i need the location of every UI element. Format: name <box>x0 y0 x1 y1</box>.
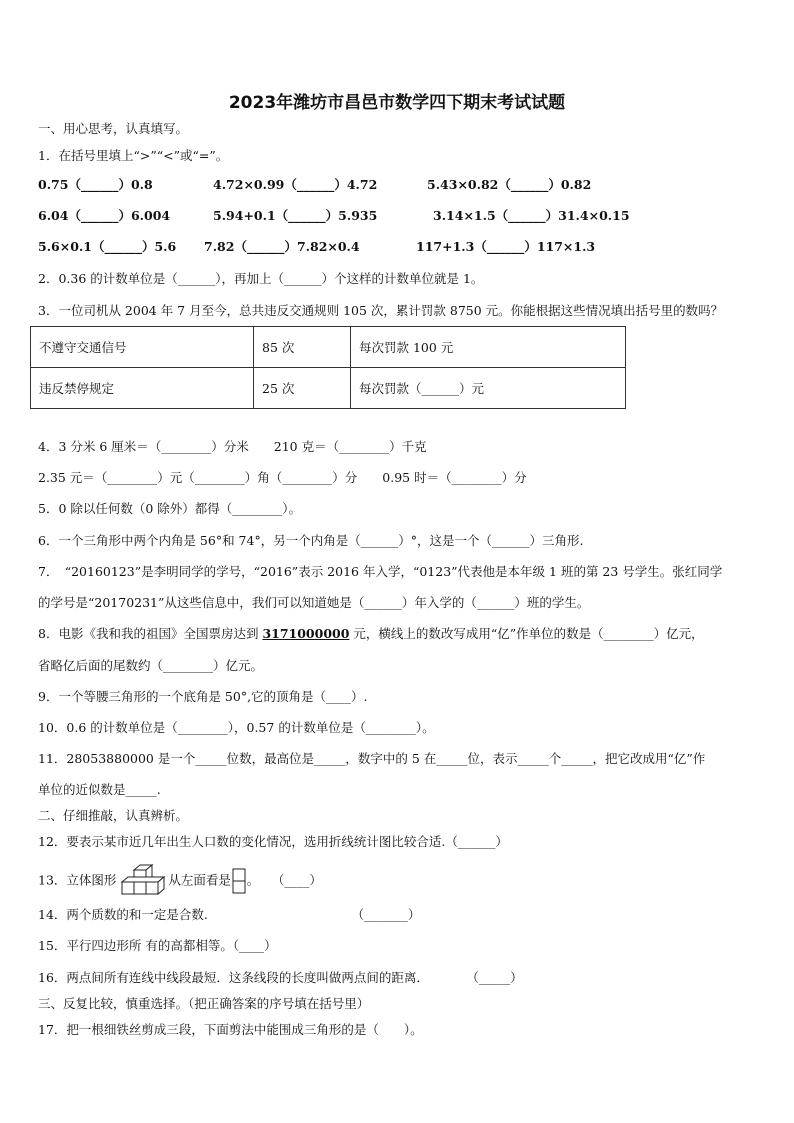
q1-item: 7.82（______）7.82×0.4 <box>204 239 360 254</box>
q13-text-post: 。 （____） <box>246 872 322 888</box>
violation-table <box>30 326 626 409</box>
question-9: 9．一个等腰三角形的一个底角是 50°,它的顶角是（____）. <box>38 689 368 704</box>
section-heading-1: 一、用心思考，认真填写。 <box>38 121 189 136</box>
q8-text-post: 元，横线上的数改写成用“亿”作单位的数是（________）亿元， <box>349 626 704 641</box>
left-view-figure-icon <box>231 867 247 895</box>
question-5: 5．0 除以任何数（0 除外）都得（________）。 <box>38 501 302 516</box>
q1-item: 5.94+0.1（______）5.935 <box>213 208 378 223</box>
question-4-line-1: 4．3 分米 6 厘米＝（________）分米 210 克＝（________）千克 <box>38 439 427 454</box>
q8-text-pre: 8．电影《我和我的祖国》全国票房达到 <box>38 626 263 641</box>
page-title: 2023年潍坊市昌邑市数学四下期末考试试题 <box>228 93 566 113</box>
question-16: 16．两点间所有连线中线段最短．这条线段的长度叫做两点间的距离． （_____） <box>38 970 523 985</box>
cube-figure-icon <box>116 864 168 898</box>
table-row <box>31 368 626 409</box>
table-row <box>31 327 626 368</box>
table-cell: 违反禁停规定 <box>31 368 254 409</box>
question-10: 10．0.6 的计数单位是（________），0.57 的计数单位是（________）。 <box>38 720 435 735</box>
table-cell: 85 次 <box>254 327 351 368</box>
question-11-line-2: 单位的近似数是_____. <box>38 782 161 797</box>
section-heading-3: 三、反复比较，慎重选择。（把正确答案的序号填在括号里） <box>38 996 370 1011</box>
box-office-number: 3171000000 <box>262 626 350 641</box>
question-17: 17．把一根细铁丝剪成三段，下面剪法中能围成三角形的是（ ）。 <box>38 1022 423 1037</box>
question-12: 12．要表示某市近几年出生人口数的变化情况，选用折线统计图比较合适.（______） <box>38 834 508 849</box>
question-6: 6．一个三角形中两个内角是 56°和 74°，另一个内角是（______）°，这是一个（______）三角形. <box>38 533 584 548</box>
q1-item: 4.72×0.99（______）4.72 <box>213 177 378 192</box>
question-1-stem: 1．在括号里填上“>”“<”或“=”。 <box>38 148 229 163</box>
q13-text-mid: 从左面看是 <box>168 872 231 888</box>
q1-item: 5.43×0.82（______）0.82 <box>427 177 592 192</box>
table-cell: 25 次 <box>254 368 351 409</box>
q1-item: 6.04（______）6.004 <box>38 208 171 223</box>
question-14: 14．两个质数的和一定是合数. （_______） <box>38 907 421 922</box>
section-heading-2: 二、仔细推敲，认真辨析。 <box>38 808 189 823</box>
question-4-line-2: 2.35 元＝（________）元（________）角（________）分 0.95 时＝（________）分 <box>38 470 527 485</box>
question-7-line-1: 7． “20160123”是李明同学的学号，“2016”表示 2016 年入学，“0123”代表他是本年级 1 班的第 23 号学生。张红同学 <box>38 564 723 579</box>
question-8-line-2: 省略亿后面的尾数约（________）亿元。 <box>38 658 264 673</box>
q1-item: 0.75（______）0.8 <box>38 177 153 192</box>
q1-item: 3.14×1.5（______）31.4×0.15 <box>433 208 630 223</box>
q1-item: 5.6×0.1（______）5.6 <box>38 239 177 254</box>
q13-text-pre: 13．立体图形 <box>38 872 117 888</box>
question-13 <box>38 864 322 896</box>
table-cell: 每次罚款 100 元 <box>351 327 626 368</box>
question-8-line-1 <box>38 626 704 642</box>
question-11-line-1: 11．28053880000 是一个_____位数，最高位是_____，数字中的 5 在_____位，表示_____个_____，把它改成用“亿”作 <box>38 751 706 766</box>
table-cell: 不遵守交通信号 <box>31 327 254 368</box>
table-cell: 每次罚款（______）元 <box>351 368 626 409</box>
question-3-stem: 3．一位司机从 2004 年 7 月至今，总共违反交通规则 105 次，累计罚款 8750 元。你能根据这些情况填出括号里的数吗？ <box>38 303 724 318</box>
question-15: 15．平行四边形所 有的高都相等。（____） <box>38 938 277 953</box>
q1-item: 117+1.3（______）117×1.3 <box>416 239 596 254</box>
question-7-line-2: 的学号是“20170231”从这些信息中，我们可以知道她是（______）年入学的（______）班的学生。 <box>38 595 590 610</box>
question-2: 2．0.36 的计数单位是（______），再加上（______）个这样的计数单位就是 1。 <box>38 271 484 286</box>
